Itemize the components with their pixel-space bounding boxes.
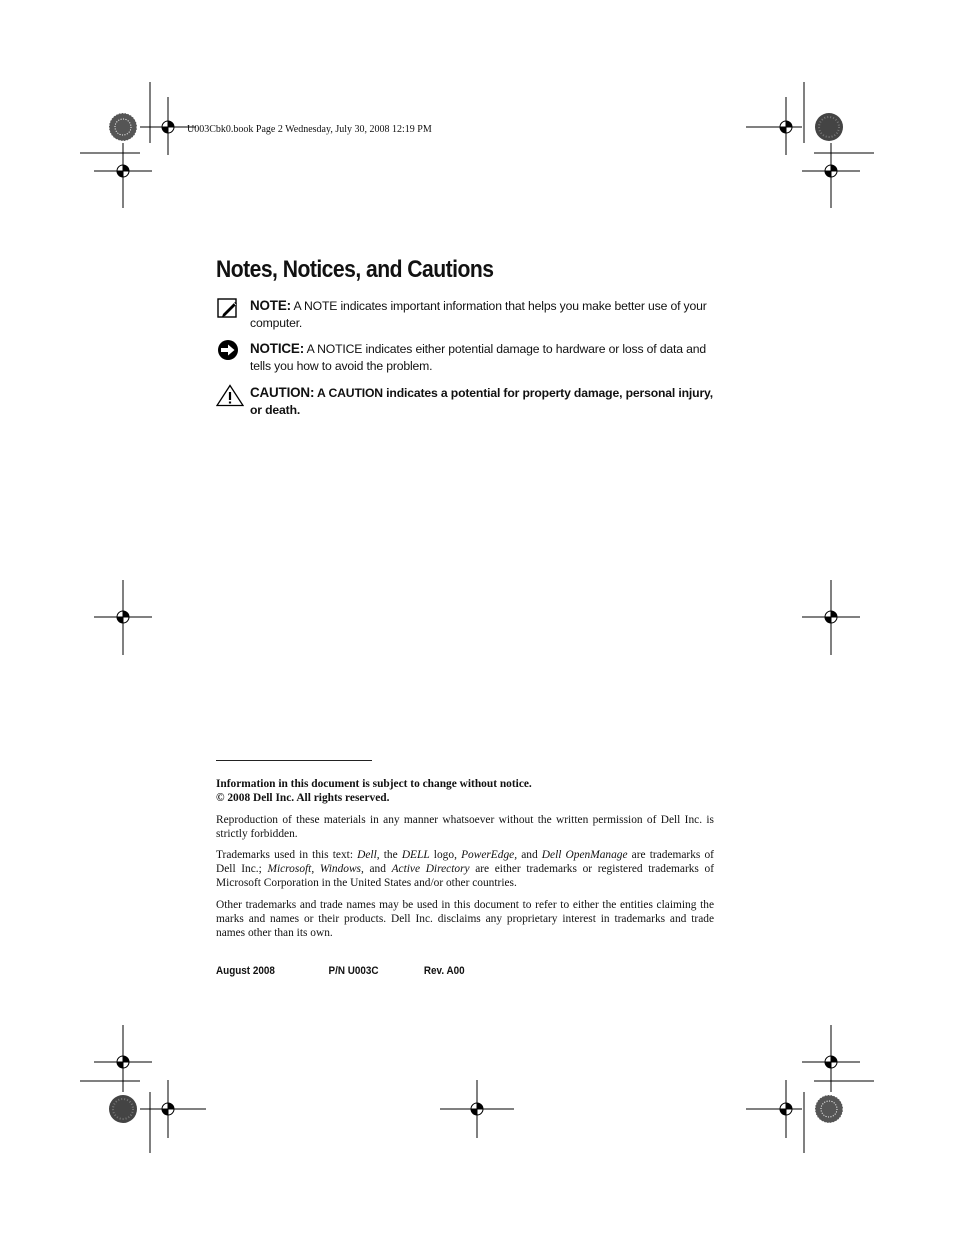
note-body: A NOTE indicates important information that helps you make better use of your computer. [250,299,707,330]
caution-triangle-icon [216,384,240,408]
other-trademarks-notice [216,898,714,940]
reproduction-text: Reproduction of these materials in any manner whatsoever without the written permission of Dell Inc. is strictly forbidden. [216,814,714,840]
trademarks-text [216,848,714,890]
reproduction-notice [216,813,714,841]
tm-text: , [311,863,320,875]
note-block [216,297,716,333]
tm-text: , the [376,849,402,861]
tm-text: and [363,863,392,875]
caution-block [216,384,716,420]
notice-arrow-icon [216,340,240,364]
notice-body: A NOTICE indicates either potential damage to hardware or loss of data and tells you how to avoid the problem. [250,342,707,373]
note-pencil-icon [216,297,240,321]
note-text [250,297,720,332]
caution-body: A CAUTION indicates a potential for property damage, personal injury, or death. [250,386,714,417]
notice-text [250,340,720,375]
tm-dell-logo: DELL [401,849,430,861]
notice-label: NOTICE: [250,341,304,356]
copyright: © 2008 Dell Inc. All rights reserved. [216,792,390,804]
other-trademarks-text: Other trademarks and trade names may be used in this document to refer to either the entities claiming the marks and names or their products. Dell Inc. disclaims any proprietary interest in trademarks and trade names other than its own. [216,899,714,939]
trademarks-notice [216,848,714,890]
page-title: Notes, Notices, and Cautions [216,256,494,283]
tm-text: are trademarks of Dell Inc.; [216,849,714,875]
pub-date: August 2008 [216,965,275,977]
print-header: U003Cbk0.book Page 2 Wednesday, July 30, 2008 12:19 PM [187,124,432,135]
tm-dell: Dell [357,849,377,861]
part-number: P/N U003C [328,965,379,977]
notice-block [216,340,716,376]
tm-text: and [517,849,542,861]
tm-text: logo, [429,849,462,861]
tm-text: Trademarks used in this text: [216,849,358,861]
tm-text: are either trademarks or registered trademarks of Microsoft Corporation in the United States and/or other countries. [216,863,714,889]
tm-openmanage: Dell OpenManage [541,849,628,861]
legal-notice [216,777,714,805]
revision: Rev. A00 [423,965,465,977]
tm-active-directory: Active Directory [391,863,470,875]
caution-text [250,384,720,419]
tm-windows: Windows, [319,863,364,875]
tm-poweredge: PowerEdge, [461,849,518,861]
publication-footer [216,965,465,977]
note-label: NOTE: [250,298,291,313]
footnote-rule [216,760,372,761]
caution-label: CAUTION: [250,385,315,400]
tm-microsoft: Microsoft [267,863,312,875]
change-notice: Information in this document is subject to change without notice. [216,778,532,790]
